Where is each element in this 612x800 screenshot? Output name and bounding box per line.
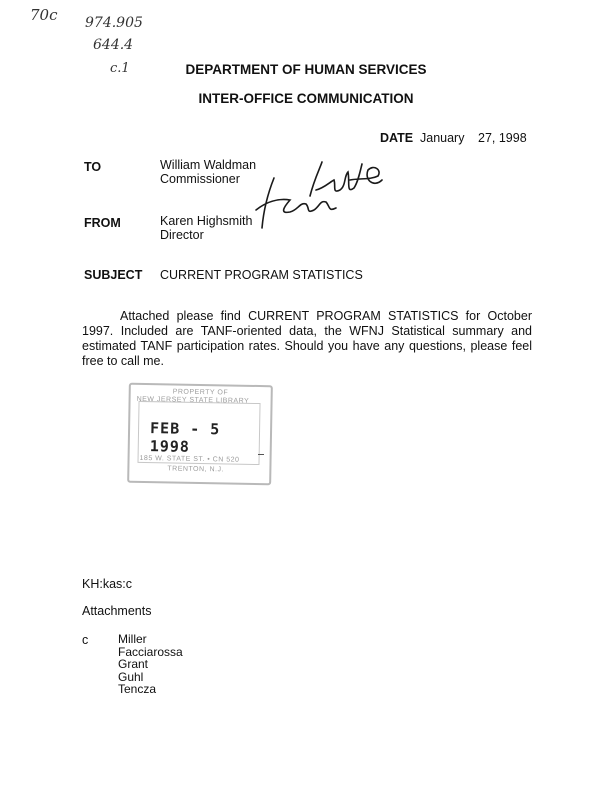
stamp-line-property: PROPERTY OF	[172, 388, 229, 397]
subject-label: SUBJECT	[84, 268, 143, 282]
stamp-line-address: 185 W. STATE ST. • CN 520	[139, 454, 240, 464]
library-received-stamp	[127, 383, 273, 485]
to-title: Commissioner	[160, 172, 240, 186]
cc-recipient: Tencza	[118, 682, 157, 696]
cc-recipient: Guhl	[118, 669, 144, 684]
memo-type-heading: INTER-OFFICE COMMUNICATION	[198, 91, 414, 106]
attachments-label: Attachments	[82, 604, 152, 618]
stray-mark	[258, 454, 264, 455]
stamp-line-city: TRENTON, N.J.	[167, 465, 224, 474]
from-label: FROM	[84, 216, 121, 230]
from-title: Director	[160, 228, 204, 242]
subject-text: CURRENT PROGRAM STATISTICS	[160, 268, 363, 282]
annotation-cutter-number: 644.4	[93, 37, 134, 53]
to-name: William Waldman	[160, 158, 257, 172]
cc-recipient: Miller	[118, 632, 147, 646]
to-label: TO	[84, 160, 102, 174]
cc-recipient: Grant	[118, 657, 149, 671]
cc-recipient-list	[118, 633, 183, 696]
stamp-line-library: NEW JERSEY STATE LIBRARY	[136, 395, 250, 405]
annotation-copy-number: c.1	[110, 61, 130, 76]
department-heading: DEPARTMENT OF HUMAN SERVICES	[185, 62, 427, 77]
annotation-call-number: 974.905	[85, 15, 143, 31]
from-name: Karen Highsmith	[160, 214, 253, 228]
cc-label: c	[82, 633, 89, 647]
date-label: DATE	[380, 131, 414, 145]
stamp-date: FEB - 5 1998	[149, 419, 221, 456]
cc-recipient: Facciarossa	[118, 644, 183, 659]
body-paragraph: Attached please find CURRENT PROGRAM STATISTICS for October 1997. Included are TANF-oriented data, the WFNJ Statistical summary and estimated TANF participation rates. Should you have any questions, please feel free to call me.	[82, 309, 532, 368]
typist-initials: KH:kas:c	[82, 577, 133, 591]
date-month: January	[420, 131, 465, 145]
annotation-call-number-prefix: 70c	[30, 6, 58, 24]
signature-image	[250, 150, 390, 235]
date-day-year: 27, 1998	[478, 131, 527, 145]
